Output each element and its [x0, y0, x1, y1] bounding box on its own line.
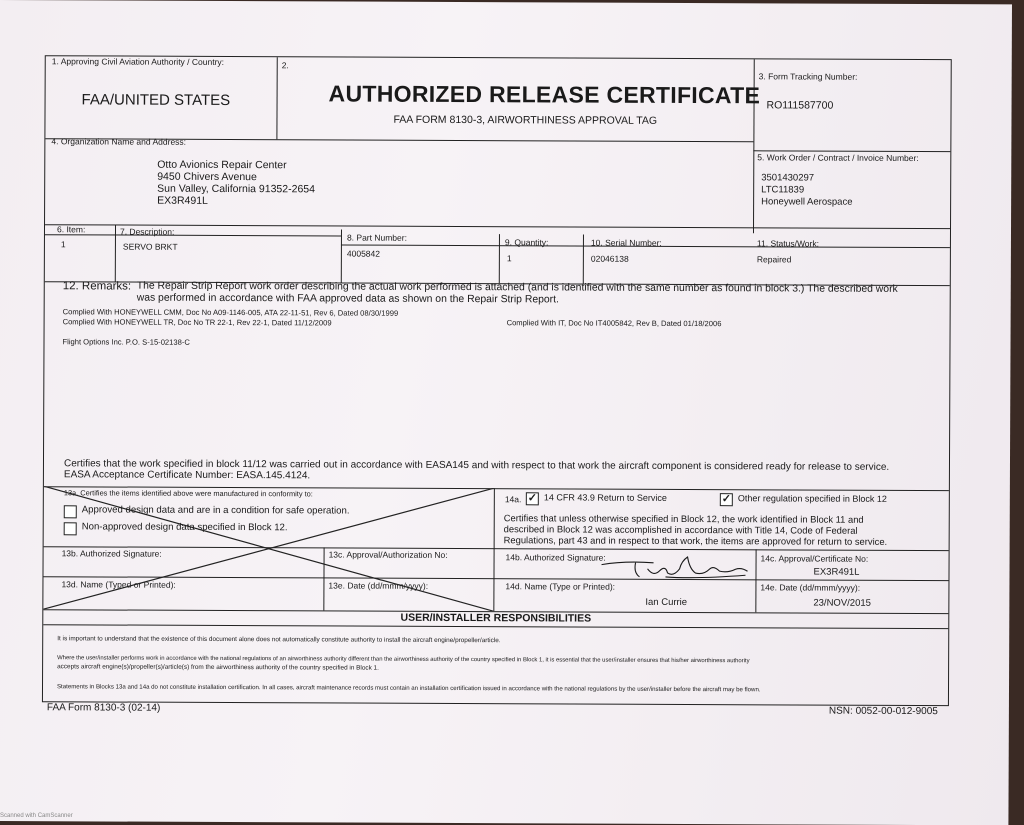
easa-statement: Certifies that the work specified in block 11/12 was carried out in accordance with EASA145 and with respect to that work the aircraft component is considered ready for release to service.: [63, 458, 890, 473]
block14a-cfr-label: 14 CFR 43.9 Return to Service: [543, 492, 667, 503]
remarks-label: 12. Remarks:: [62, 280, 132, 293]
cell-part-number: 4005842: [346, 248, 381, 259]
block14a-label: 14a.: [504, 494, 522, 505]
block13a-label: 13a. Certifies the items identified above were manufactured in conformity to:: [63, 488, 313, 499]
form-subtitle: FAA FORM 8130-3, AIRWORTHINESS APPROVAL TAG: [393, 113, 658, 127]
block14b-label: 14b. Authorized Signature:: [505, 552, 606, 563]
block13b-label: 13b. Authorized Signature:: [61, 548, 162, 559]
cell-quantity: 1: [506, 253, 512, 264]
form-tracking-number: RO111587700: [766, 99, 834, 112]
block13-cross-out: [43, 486, 494, 611]
responsibilities-para-2b: accepts aircraft engine(s)/propeller(s)/article(s) from the airworthiness authority of the country specified in Block 1.: [57, 663, 379, 672]
cell-serial-number: 02046138: [590, 253, 629, 264]
cell-status: Repaired: [756, 254, 792, 265]
block14a-cert-line-3: Regulations, part 43 and in respect to that work, the items are approved for return to service.: [503, 534, 888, 547]
org-city: Sun Valley, California 91352-2654: [157, 182, 316, 196]
block2-label: 2.: [281, 60, 289, 71]
responsibilities-para-1: It is important to understand that the existence of this document alone does not automatically constitute authority to install the aircraft engine/propeller/article.: [57, 635, 501, 645]
block14a-other-checkbox[interactable]: ✓: [721, 493, 731, 506]
responsibilities-para-2a: Where the user/installer performs work in accordance with the national regulations of an airworthiness authority different than the airworthiness authority of the country specified in Block 1, it is essential that the user/installer ensures that his/her airworthiness authority: [57, 655, 750, 665]
authorized-signature: [595, 551, 755, 582]
form-identifier: FAA Form 8130-3 (02-14): [46, 702, 161, 714]
cell-item: 1: [60, 239, 66, 250]
header-serial-number: 10. Serial Number:: [590, 237, 662, 248]
complied-it: Complied With IT, Doc No IT4005842, Rev B, Dated 01/18/2006: [506, 318, 722, 329]
work-order-3: Honeywell Aerospace: [761, 196, 853, 208]
complied-cmm: Complied With HONEYWELL CMM, Doc No A09-1146-005, ATA 22-11-51, Rev 6, Dated 08/30/1999: [62, 307, 399, 318]
block14a-cert-line-2: described in Block 12 was accomplished in accordance with Title 14, Code of Federal: [503, 523, 858, 536]
signer-name: Ian Currie: [645, 596, 688, 609]
remarks-line-1: The Repair Strip Report work order describing the actual work performed is attached (and is identified with the same number as found in block 3.) The described work: [136, 280, 898, 295]
complied-tr: Complied With HONEYWELL TR, Doc No TR 22-1, Rev 22-1, Dated 11/12/2009: [62, 317, 332, 328]
block4-label: 4. Organization Name and Address:: [51, 136, 187, 147]
block13a-approved-label: Approved design data and are in a condition for safe operation.: [81, 504, 350, 517]
block3-label: 3. Form Tracking Number:: [758, 71, 858, 82]
responsibilities-para-3: Statements in Blocks 13a and 14a do not constitute installation certification. In all cases, aircraft maintenance records must contain an installation certification issued in accordance with the national regulations by the user/installer before the aircraft may be flown.: [56, 683, 761, 694]
org-name: Otto Avionics Repair Center: [157, 158, 287, 172]
block14c-label: 14c. Approval/Certificate No:: [760, 553, 869, 564]
block14a-cfr-checkbox[interactable]: ✓: [527, 492, 537, 505]
block14a-other-label: Other regulation specified in Block 12: [737, 493, 887, 504]
easa-certificate: EASA Acceptance Certificate Number: EASA.145.4124.: [63, 469, 311, 482]
header-quantity: 9. Quantity:: [504, 237, 549, 248]
block13d-label: 13d. Name (Typed or Printed):: [61, 579, 176, 590]
block13c-label: 13c. Approval/Authorization No:: [328, 549, 448, 560]
org-cert: EX3R491L: [157, 194, 208, 207]
release-date: 23/NOV/2015: [813, 597, 871, 609]
responsibilities-title: USER/INSTALLER RESPONSIBILITIES: [400, 611, 592, 625]
nsn-number: NSN: 0052-00-012-9005: [828, 705, 938, 718]
approving-authority: FAA/UNITED STATES: [81, 91, 231, 110]
remarks-line-2: was performed in accordance with FAA approved data as shown on the Repair Strip Report.: [136, 292, 559, 306]
cell-description: SERVO BRKT: [122, 241, 178, 252]
form-title: AUTHORIZED RELEASE CERTIFICATE: [328, 80, 761, 109]
scanner-watermark: Scanned with CamScanner: [0, 813, 73, 819]
block1-label: 1. Approving Civil Aviation Authority / Country:: [51, 56, 225, 67]
block13a-nonapproved-label: Non-approved design data specified in Block 12.: [81, 521, 288, 534]
approval-certificate-number: EX3R491L: [813, 566, 860, 578]
org-street: 9450 Chivers Avenue: [157, 170, 257, 184]
block14e-label: 14e. Date (dd/mmm/yyyy):: [760, 582, 861, 593]
work-order-2: LTC11839: [761, 184, 805, 196]
block13e-label: 13e. Date (dd/mmm/yyyy):: [328, 580, 429, 591]
block5-label: 5. Work Order / Contract / Invoice Number:: [757, 152, 919, 164]
header-part-number: 8. Part Number:: [346, 232, 407, 243]
header-description: 7. Description:: [119, 226, 175, 237]
form-grid: [42, 55, 952, 706]
work-order-1: 3501430297: [761, 172, 815, 184]
header-status: 11. Status/Work:: [756, 238, 820, 249]
block14d-label: 14d. Name (Type or Printed):: [505, 581, 616, 592]
header-item: 6. Item:: [56, 224, 86, 235]
purchase-order: Flight Options Inc. P.O. S-15-02138-C: [62, 337, 190, 347]
block14a-cert-line-1: Certifies that unless otherwise specified in Block 12, the work identified in Block 11 and: [503, 512, 864, 525]
